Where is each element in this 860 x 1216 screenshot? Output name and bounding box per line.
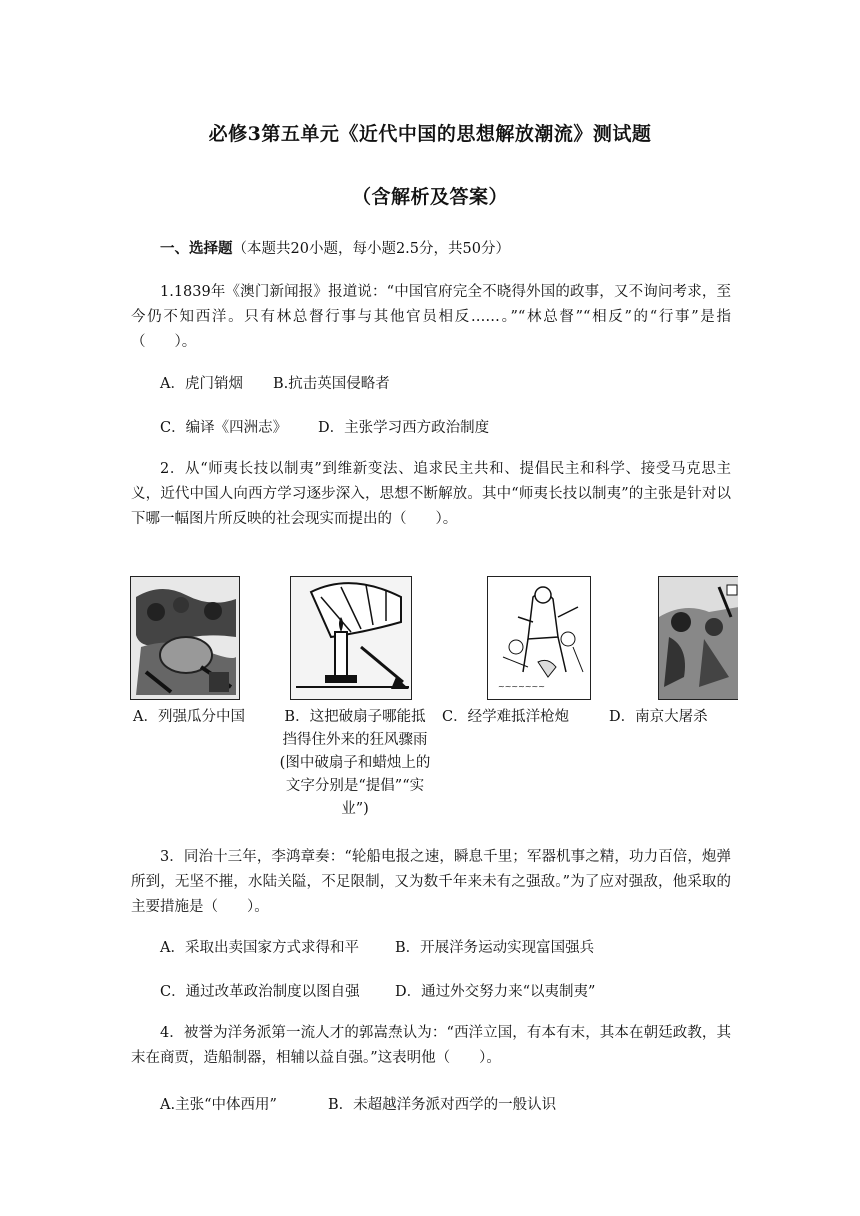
q3-option-a: A．采取出卖国家方式求得和平 (160, 940, 359, 956)
picture-a-carving (130, 576, 240, 700)
q1-option-c: C．编译《四洲志》 (160, 420, 288, 436)
svg-text:~~~~~~~: ~~~~~~~ (498, 682, 545, 691)
q3-option-c: C．通过改革政治制度以图自强 (160, 984, 360, 1000)
q1-option-b: B.抗击英国侵略者 (273, 376, 390, 392)
section-title: 一、选择题 (160, 240, 233, 257)
caption-b: B．这把破扇子哪能抵挡得住外来的狂风骤雨(图中破扇子和蜡烛上的文字分别是“提倡”“实业”) (279, 709, 431, 817)
caption-d: D．南京大屠杀 (609, 709, 708, 725)
page-subtitle: （含解析及答案） (351, 186, 508, 208)
caption-c: C．经学难抵洋枪炮 (442, 709, 570, 725)
question-2-stem: 2．从“师夷长技以制夷”到维新变法、追求民主共和、提倡民主和科学、接受马克思主义，近代中国人向西方学习逐步深入，思想不断解放。其中“师夷长技以制夷”的主张是针对以下哪一幅图片所反映的社会现实而提出的（ ）。 (131, 461, 731, 527)
caption-a: A．列强瓜分中国 (133, 709, 245, 725)
q4-option-b: B．未超越洋务派对西学的一般认识 (328, 1097, 557, 1113)
question-3-stem: 3．同治十三年，李鸿章奏：“轮船电报之速，瞬息千里；军器机事之精，功力百倍，炮弹所到，无坚不摧，水陆关隘，不足限制，又为数千年来未有之强敌。”为了应对强敌，他采取的主要措施是（ ）。 (131, 849, 731, 915)
picture-b-fan-candle (290, 576, 412, 700)
question-1-stem: 1.1839年《澳门新闻报》报道说：“中国官府完全不晓得外国的政事，又不询问考求，至今仍不知西洋。只有林总督行事与其他官员相反……。”“林总督”“相反”的“行事”是指（ ）。 (131, 284, 731, 350)
q3-option-b: B．开展洋务运动实现富国强兵 (395, 940, 595, 956)
page-title: 必修3第五单元《近代中国的思想解放潮流》测试题 (208, 123, 652, 145)
section-heading (160, 236, 760, 262)
section-note: （本题共20小题，每小题2.5分，共50分） (232, 241, 510, 257)
q1-option-a: A．虎门销烟 (160, 376, 243, 392)
q3-option-d: D．通过外交努力来“以夷制夷” (395, 984, 596, 1000)
question-4-stem: 4．被誉为洋务派第一流人才的郭嵩焘认为：“西洋立国，有本有末，其本在朝廷政教，其末在商贾，造船制器，相辅以益自强。”这表明他（ ）。 (131, 1025, 731, 1066)
picture-c-classics-guns (487, 576, 591, 700)
picture-d-nanjing (658, 576, 738, 700)
q1-option-d: D．主张学习西方政治制度 (318, 420, 490, 436)
q4-option-a: A.主张“中体西用” (160, 1097, 277, 1113)
